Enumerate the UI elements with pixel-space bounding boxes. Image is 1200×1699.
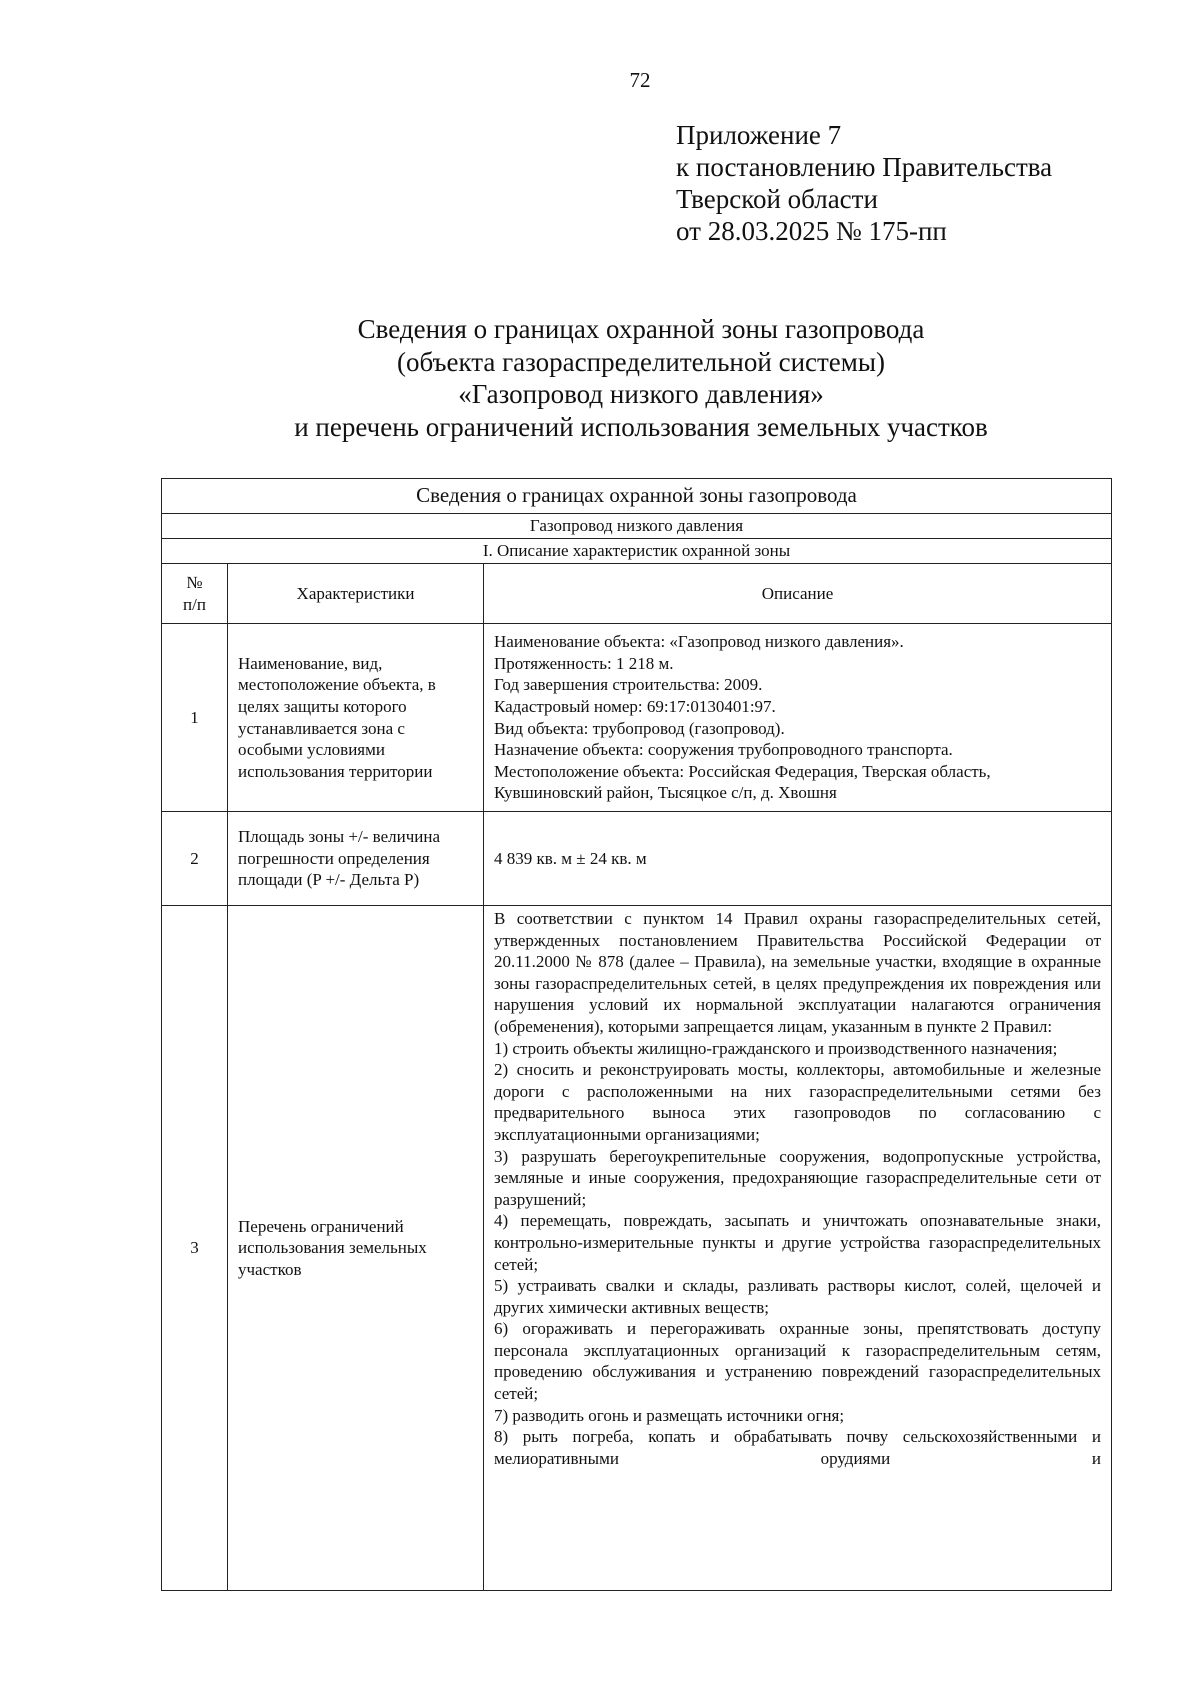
page-number: 72 [629, 68, 651, 92]
appendix-line: к постановлению Правительства [676, 152, 1053, 182]
appendix-line: от 28.03.2025 № 175-пп [676, 216, 947, 246]
row-number: 1 [162, 624, 228, 812]
appendix-line: Приложение 7 [676, 120, 842, 150]
appendix-heading [676, 119, 1052, 247]
appendix-line: Тверской области [676, 184, 878, 214]
column-header-number-line: № [186, 572, 203, 592]
description-line: Год завершения строительства: 2009. [494, 675, 763, 695]
column-header-characteristics: Характеристики [228, 564, 484, 624]
description-paragraph: 3) разрушать берегоукрепительные сооружения, водопропускные устройства, земляные и иные сооружения, предохраняющие газораспределительные сети от разрушений; [494, 1146, 1101, 1209]
description-paragraph: 5) устраивать свалки и склады, разливать растворы кислот, солей, щелочей и других химически активных веществ; [494, 1276, 1101, 1317]
table-header-object: Газопровод низкого давления [162, 514, 1112, 539]
title-line: «Газопровод низкого давления» [458, 379, 824, 409]
description-line: Кадастровый номер: 69:17:0130401:97. [494, 696, 776, 716]
row-characteristic: Перечень ограничений использования земельных участков [228, 906, 484, 1591]
description-paragraph: 4) перемещать, повреждать, засыпать и уничтожать опознавательные знаки, контрольно-измерительные пункты и другие устройства газораспределительных сетей; [494, 1211, 1101, 1274]
row-description: 4 839 кв. м ± 24 кв. м [484, 812, 1112, 906]
table-row [162, 906, 1112, 1591]
row-characteristic: Площадь зоны +/- величина погрешности определения площади (P +/- Дельта P) [228, 812, 484, 906]
column-header-number [162, 564, 228, 624]
row-number: 3 [162, 906, 228, 1591]
title-line: Сведения о границах охранной зоны газопровода [357, 314, 925, 344]
description-line: Наименование объекта: «Газопровод низкого давления». [494, 632, 904, 652]
table-header-section: I. Описание характеристик охранной зоны [162, 539, 1112, 564]
description-paragraph: 2) сносить и реконструировать мосты, коллекторы, автомобильные и железные дороги с расположенными на них газораспределительными сетями без предварительного выноса этих газопроводов по согласованию с эксплуатационными организациями; [494, 1060, 1101, 1144]
description-line: Протяженность: 1 218 м. [494, 653, 674, 673]
column-header-number-line: п/п [183, 594, 206, 614]
description-line: Вид объекта: трубопровод (газопровод). [494, 718, 785, 738]
row-number: 2 [162, 812, 228, 906]
row-description [484, 624, 1112, 812]
description-paragraph: 6) огораживать и перегораживать охранные зоны, препятствовать доступу персонала эксплуатационных организаций к газораспределительным сетям, проведению обслуживания и устранению повреждений газораспределительных сетей; [494, 1319, 1101, 1404]
description-paragraph: 8) рыть погреба, копать и обрабатывать почву сельскохозяйственными и мелиоративными орудиями и [494, 1427, 1101, 1468]
protection-zone-table [161, 478, 1112, 1591]
table-row [162, 624, 1112, 812]
description-line: Местоположение объекта: Российская Федерация, Тверская область, Кувшиновский район, Тысяцкое с/п, д. Хвошня [494, 761, 991, 803]
table-row [162, 812, 1112, 906]
description-paragraph: 1) строить объекты жилищно-гражданского и производственного назначения; [494, 1038, 1058, 1058]
description-paragraph: В соответствии с пунктом 14 Правил охраны газораспределительных сетей, утвержденных постановлением Правительства Российской Федерации от 20.11.2000 № 878 (далее – Правила), на земельные участки, входящие в охранные зоны газораспределительных сетей, в целях предупреждения их повреждения или нарушения условий их нормальной эксплуатации налагаются ограничения (обременения), которыми запрещается лицам, указанным в пункте 2 Правил: [494, 909, 1101, 1036]
title-line: (объекта газораспределительной системы) [396, 346, 886, 377]
row-characteristic: Наименование, вид, местоположение объекта, в целях защиты которого устанавливается зона с особыми условиями использования территории [228, 624, 484, 812]
table-header-main: Сведения о границах охранной зоны газопровода [162, 479, 1112, 514]
column-header-description: Описание [484, 564, 1112, 624]
description-paragraph: 7) разводить огонь и размещать источники огня; [494, 1405, 845, 1425]
document-title [0, 313, 1200, 443]
row-description [484, 906, 1112, 1591]
title-line: и перечень ограничений использования земельных участков [294, 411, 988, 442]
description-line: Назначение объекта: сооружения трубопроводного транспорта. [494, 740, 953, 760]
